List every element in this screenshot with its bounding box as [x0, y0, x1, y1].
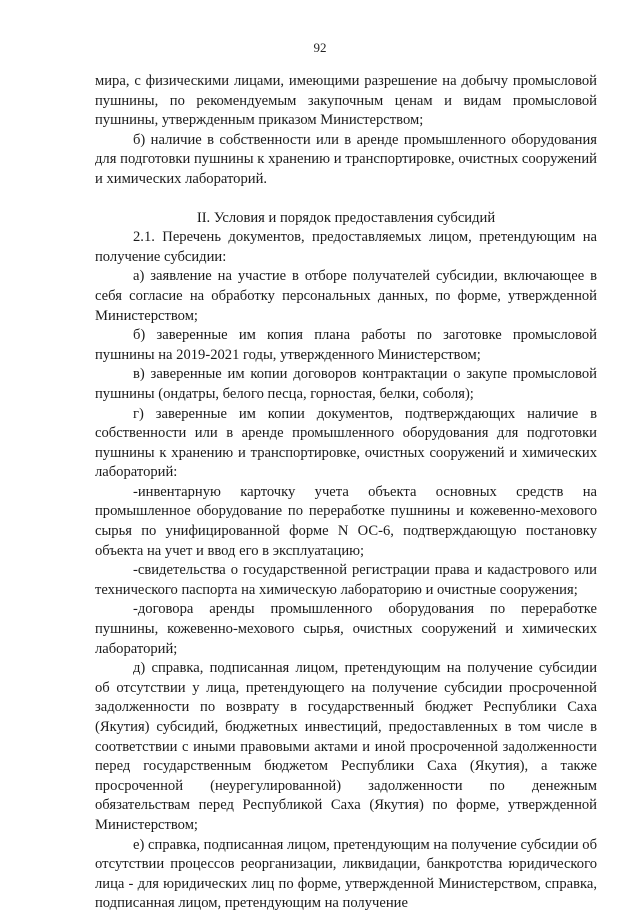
paragraph-b-plan: б) заверенные им копия плана работы по заготовке промысловой пушнины на 2019-2021 годы, утвержденного Министерством; [95, 327, 597, 363]
section-heading: II. Условия и порядок предоставления субсидий [196, 209, 496, 226]
paragraph-v-contracts: в) заверенные им копии договоров контрактации о закупе промысловой пушнины (ондатры, белого песца, горностая, белки, соболя); [95, 366, 597, 402]
paragraph-e-reorganization: е) справка, подписанная лицом, претендующим на получение субсидии об отсутствии процессов реорганизации, ликвидации, банкротства юридического лица - для юридических лиц по форме, утвержденной Министерством, справка, подписанная лицом, претендующим на получение [95, 836, 597, 912]
document-body [95, 72, 597, 914]
paragraph-d-debt-certificate: д) справка, подписанная лицом, претендующим на получение субсидии об отсутствии у лица, претендующего на получение субсидии просроченной задолженности по возврату в государственный бюджет Республики Саха (Якутия) субсидий, бюджетных инвестиций, предоставленных в том числе в соответствии с иными правовыми актами и иной просроченной задолженности перед государственным бюджетом Республики Саха (Якутия), а также просроченной (неурегулированной) задолженности по денежным обязательствам перед Республикой Саха (Якутия) по форме, утвержденной Министерством; [95, 660, 597, 833]
paragraph-2-1: 2.1. Перечень документов, предоставляемых лицом, претендующим на получение субсидии: [95, 229, 597, 265]
paragraph-g-documents: г) заверенные им копии документов, подтверждающих наличие в собственности или в аренде промышленного оборудования для подготовки пушнины к хранению и транспортировке, очистных сооружений и химических лабораторий: [95, 405, 597, 481]
paragraph-lease-agreements: -договора аренды промышленного оборудования по переработке пушнины, кожевенно-мехового сырья, очистных сооружений и химических лабораторий; [95, 601, 597, 657]
paragraph-inventory-card: -инвентарную карточку учета объекта основных средств на промышленное оборудование по переработке пушнины и кожевенно-мехового сырья по унифицированной форме N ОС-6, подтверждающую постановку объекта на учет и ввод его в эксплуатацию; [95, 483, 597, 559]
paragraph-continuation: мира, с физическими лицами, имеющими разрешение на добычу промысловой пушнины, по рекомендуемым закупочным ценам и видам промысловой пушнины, утвержденным приказом Министерством; [95, 73, 597, 129]
paragraph-a-application: а) заявление на участие в отборе получателей субсидии, включающее в себя согласие на обработку персональных данных, по форме, утвержденной Министерством; [95, 268, 597, 324]
page-number: 92 [313, 40, 327, 55]
paragraph-certificates: -свидетельства о государственной регистрации права и кадастрового или технического паспорта на химическую лабораторию и очистные сооружения; [95, 562, 597, 598]
paragraph-b-equipment: б) наличие в собственности или в аренде промышленного оборудования для подготовки пушнины к хранению и транспортировке, очистных сооружений и химических лабораторий. [95, 131, 597, 187]
